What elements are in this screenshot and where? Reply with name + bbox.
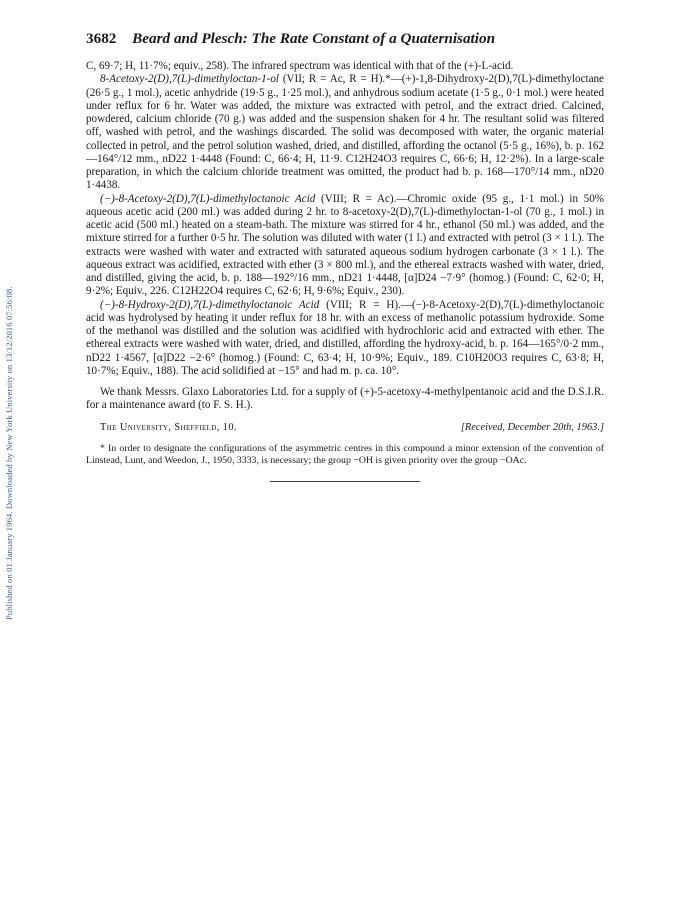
article-body — [86, 60, 604, 482]
paragraph-octanol — [86, 73, 604, 192]
running-title: Beard and Plesch: The Rate Constant of a Quaternisation — [132, 30, 496, 47]
acknowledgement: We thank Messrs. Glaxo Laboratories Ltd. for a supply of (+)-5-acetoxy-4-methylpentanoic acid and the D.S.I.R. for a maintenance award (to F. S. H.). — [86, 386, 604, 412]
compound-name-acetoxy-acid: (−)-8-Acetoxy-2(D),7(L)-dimethyloctanoic Acid — [100, 192, 316, 205]
footnote-text: * In order to designate the configurations of the asymmetric centres in this compound a minor extension of the convention of Linstead, Lunt, and Weedon, J., 1950, 3333, is necessary; the group −OH is given priority over the group −OAc. — [86, 442, 604, 466]
compound-name-hydroxy-acid: (−)-8-Hydroxy-2(D),7(L)-dimethyloctanoic Acid — [100, 298, 320, 311]
end-rule — [270, 481, 420, 482]
paragraph-octanol-text: (VII; R = Ac, R = H).*—(+)-1,8-Dihydroxy-2(D),7(L)-dimethyloctane (26·5 g., 1 mol.), acetic anhydride (19·5 g., 1·25 mol.), and anhydrous sodium acetate (1·5 g., 0·1 mol.) were heated under reflux for 6 hr. Water was added, the mixture was extracted with petrol, and the extract dried. Calcined, powdered, calcium chloride (70 g.) was added and the suspension shaken for 4 hr. The resultant solid was filtered off, washed with petrol, and the washings discarded. The solid was decomposed with water, the organic material collected in petrol, and the petrol solution washed, dried, and distilled, affording the octanol (5·5 g., 16%), b. p. 162—164°/12 mm., nD22 1·4448 (Found: C, 66·4; H, 11·9. C12H24O3 requires C, 66·6; H, 12·2%). In a large-scale preparation, in which the calcium chloride treatment was omitted, the product had b. p. 168—170°/14 mm., nD20 1·4438. — [86, 73, 604, 192]
received-date: [Received, December 20th, 1963.] — [460, 421, 604, 433]
affiliation-line — [86, 421, 604, 434]
running-header — [86, 30, 606, 48]
paragraph-1: C, 69·7; H, 11·7%; equiv., 258). The infrared spectrum was identical with that of the (+)-L-acid. — [86, 60, 514, 72]
footnote — [86, 443, 604, 467]
affiliation-university: The University, Sheffield, 10. — [100, 421, 237, 433]
paragraph-hydroxy-acid — [86, 299, 604, 379]
paragraph-acetoxy-acid — [86, 193, 604, 299]
compound-name-octanol: 8-Acetoxy-2(D),7(L)-dimethyloctan-1-ol — [100, 73, 279, 86]
paragraph-acetoxy-acid-text: (VIII; R = Ac).—Chromic oxide (95 g., 1·1 mol.) in 50% aqueous acetic acid (200 ml.) was added during 2 hr. to 8-acetoxy-2(D),7(L)-dimethyloctan-1-ol (70 g., 1 mol.) in acetic acid (500 ml.) heated on a steam-bath. The mixture was stirred for 4 hr., ethanol (50 ml.) was added, and the mixture stirred for a further 0·5 hr. The solution was diluted with water (1 l.) and extracted with petrol (3 × 1 l.). The extracts were washed with water and extracted with saturated aqueous sodium hydrogen carbonate (3 × 1 l.). The aqueous extract was acidified, extracted with ether (3 × 800 ml.), and the ethereal extracts washed with water, dried, and distilled, giving the acid, b. p. 188—192°/16 mm., nD21 1·4448, [α]D24 −7·9° (homog.) (Found: C, 62·0; H, 9·2%; Equiv., 226. C12H22O4 requires C, 62·6; H, 9·6%; Equiv., 230). — [86, 192, 605, 298]
publication-sidebar-note: Published on 01 January 1964. Downloaded by New York University on 13/12/2016 07:56:08. — [4, 286, 14, 620]
page-number: 3682 — [86, 30, 117, 47]
paragraph-hydroxy-acid-text: (VIII; R = H).—(−)-8-Acetoxy-2(D),7(L)-dimethyloctanoic acid was hydrolysed by heating it under reflux for 18 hr. with an excess of methanolic potassium hydroxide. Some of the methanol was distilled and the solution was acidified with hydrochloric acid and extracted with ether. The ethereal extracts were washed with water, dried, and distilled, affording the hydroxy-acid, b. p. 164—165°/0·2 mm., nD22 1·4567, [α]D22 −2·6° (homog.) (Found: C, 63·4; H, 10·9%; Equiv., 189. C10H20O3 requires C, 63·8; H, 10·7%; Equiv., 188). The acid solidified at −15° and had m. p. ca. 10°. — [86, 298, 604, 377]
